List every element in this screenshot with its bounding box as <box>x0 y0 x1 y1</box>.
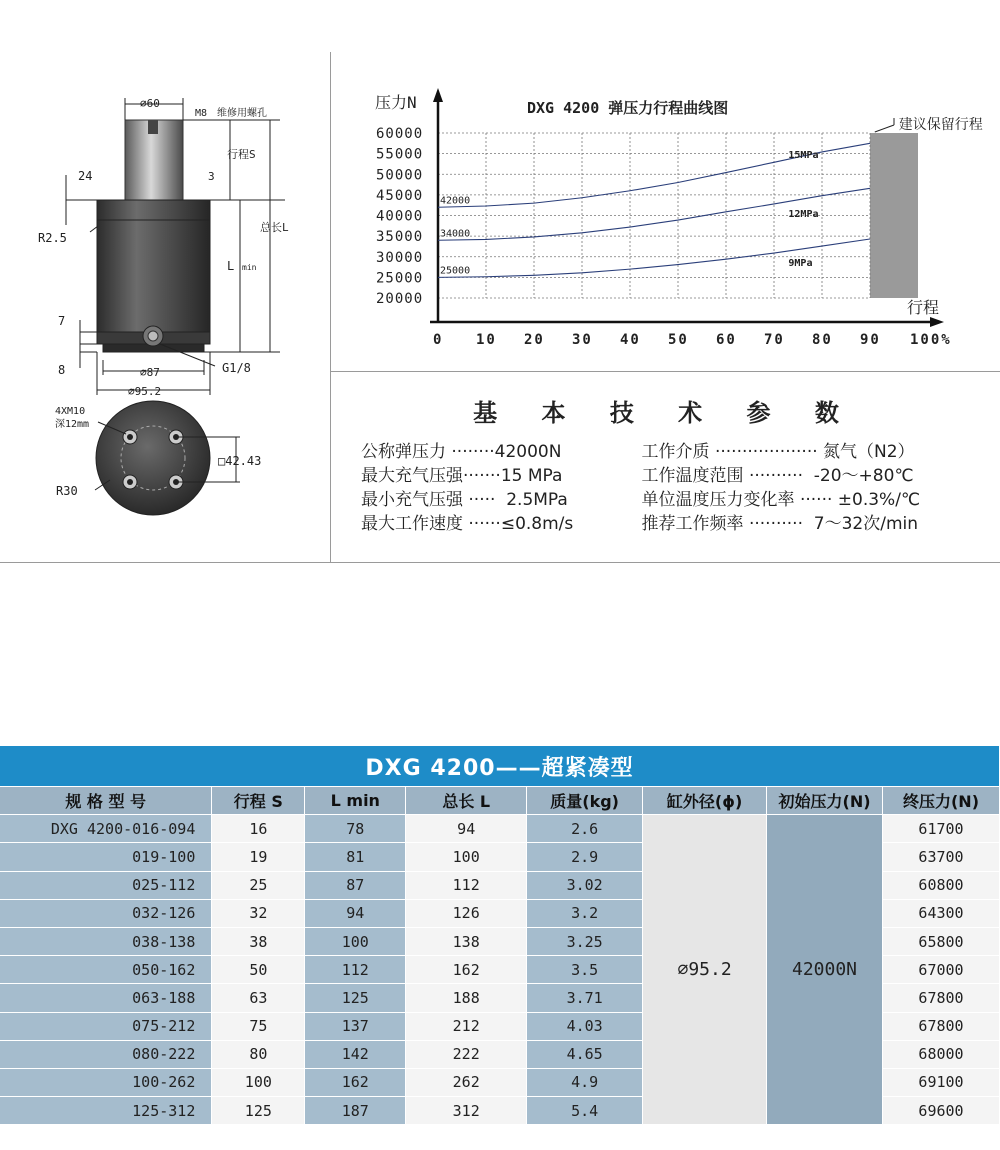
header-stroke: 行程 S <box>212 787 305 815</box>
cell-model: 032-126 <box>0 899 212 927</box>
divider-horizontal <box>330 371 1000 372</box>
y-tick-label: 25000 <box>376 270 424 287</box>
svg-text:行程S: 行程S <box>227 148 256 161</box>
spec-table <box>0 746 1000 1125</box>
cell-end-force: 67800 <box>883 1012 1000 1040</box>
svg-text:深12mm: 深12mm <box>55 419 90 430</box>
cell-model: 025-112 <box>0 871 212 899</box>
cell-weight: 4.9 <box>527 1068 643 1096</box>
reserved-stroke-band <box>870 133 918 298</box>
x-tick-label: 100% <box>910 332 952 348</box>
header-end-force: 终压力(N) <box>883 787 1000 815</box>
x-tick-label: 80 <box>812 332 833 348</box>
svg-text:M8: M8 <box>195 108 208 119</box>
param-row: 最大工作速度 ······≤0.8m/s 推荐工作频率 ·········· 7～32次/min <box>361 514 919 534</box>
cell-stroke: 38 <box>212 927 305 955</box>
reserved-leader <box>875 125 894 132</box>
cylinder-body <box>97 220 210 332</box>
cell-stroke: 100 <box>212 1068 305 1096</box>
gas-spring-drawing <box>0 0 330 560</box>
cell-total: 162 <box>406 956 527 984</box>
param-row: 公称弹压力 ········42000N 工作介质 ··················· 氮气（N2） <box>361 442 915 462</box>
series-name-label: 12MPa <box>788 209 819 220</box>
cell-model: 080-222 <box>0 1040 212 1068</box>
table-title: DXG 4200——超紧凑型 <box>0 746 1000 787</box>
reserved-label: 建议保留行程 <box>898 117 983 133</box>
cell-lmin: 187 <box>305 1097 406 1125</box>
svg-text:R2.5: R2.5 <box>38 231 67 245</box>
cell-model: 063-188 <box>0 984 212 1012</box>
cell-model: 050-162 <box>0 956 212 984</box>
cell-weight: 5.4 <box>527 1097 643 1125</box>
param-row: 最小充气压强 ····· 2.5MPa 单位温度压力变化率 ······ ±0.3%/℃ <box>361 490 921 510</box>
series-start-label: 34000 <box>440 228 471 240</box>
cell-lmin: 125 <box>305 984 406 1012</box>
cell-stroke: 50 <box>212 956 305 984</box>
cell-total: 112 <box>406 871 527 899</box>
y-tick-label: 45000 <box>376 187 424 204</box>
header-weight: 质量(kg) <box>527 787 643 815</box>
table-row <box>0 815 1000 843</box>
cell-lmin: 94 <box>305 899 406 927</box>
svg-text:4XM10: 4XM10 <box>55 406 86 417</box>
cell-model: 075-212 <box>0 1012 212 1040</box>
cell-weight: 2.6 <box>527 815 643 843</box>
cell-cylinder-diameter: ⌀95.2 <box>643 815 767 1125</box>
cell-model: 019-100 <box>0 843 212 871</box>
cell-end-force: 68000 <box>883 1040 1000 1068</box>
y-tick-label: 35000 <box>376 229 424 246</box>
header-model: 规 格 型 号 <box>0 787 212 815</box>
cell-total: 138 <box>406 927 527 955</box>
cell-lmin: 81 <box>305 843 406 871</box>
cell-total: 212 <box>406 1012 527 1040</box>
y-tick-label: 20000 <box>376 291 424 307</box>
cell-total: 94 <box>406 815 527 843</box>
cell-stroke: 63 <box>212 984 305 1012</box>
cell-end-force: 63700 <box>883 843 1000 871</box>
dia-60-label: ⌀60 <box>140 97 160 110</box>
cell-stroke: 16 <box>212 815 305 843</box>
cell-stroke: 32 <box>212 899 305 927</box>
cell-lmin: 100 <box>305 927 406 955</box>
svg-text:24: 24 <box>78 169 93 183</box>
x-tick-label: 20 <box>524 332 545 348</box>
cell-total: 126 <box>406 899 527 927</box>
cell-end-force: 60800 <box>883 871 1000 899</box>
cell-end-force: 67000 <box>883 956 1000 984</box>
x-tick-label: 70 <box>764 332 785 348</box>
cell-total: 222 <box>406 1040 527 1068</box>
cell-weight: 3.5 <box>527 956 643 984</box>
cell-model: DXG 4200-016-094 <box>0 815 212 843</box>
cell-lmin: 137 <box>305 1012 406 1040</box>
m8-hole <box>148 120 158 134</box>
cell-lmin: 78 <box>305 815 406 843</box>
cell-model: 038-138 <box>0 927 212 955</box>
y-tick-label: 30000 <box>376 249 424 266</box>
y-tick-label: 55000 <box>376 146 424 163</box>
y-tick-label: 60000 <box>376 126 424 142</box>
header-total: 总长 L <box>406 787 527 815</box>
cell-end-force: 64300 <box>883 899 1000 927</box>
x-tick-label: 60 <box>716 332 737 348</box>
cell-stroke: 125 <box>212 1097 305 1125</box>
series-name-label: 9MPa <box>788 258 813 269</box>
x-tick-label: 0 <box>433 332 444 348</box>
header-lmin: L min <box>305 787 406 815</box>
cell-end-force: 67800 <box>883 984 1000 1012</box>
svg-text:7: 7 <box>58 314 66 328</box>
header-diameter: 缸外径(ϕ) <box>643 787 767 815</box>
y-axis-label: 压力N <box>375 93 417 112</box>
svg-text:总长L: 总长L <box>260 221 289 234</box>
cell-stroke: 25 <box>212 871 305 899</box>
pressure-stroke-chart <box>330 80 1000 370</box>
cell-stroke: 80 <box>212 1040 305 1068</box>
cell-stroke: 75 <box>212 1012 305 1040</box>
cell-lmin: 112 <box>305 956 406 984</box>
svg-text:R30: R30 <box>56 484 78 498</box>
cell-lmin: 142 <box>305 1040 406 1068</box>
chart-title: DXG 4200 弹压力行程曲线图 <box>527 99 729 117</box>
params-title: 基 本 技 术 参 数 <box>473 399 857 427</box>
y-axis-arrow <box>433 88 443 102</box>
cell-model: 125-312 <box>0 1097 212 1125</box>
y-tick-label: 50000 <box>376 167 424 184</box>
x-tick-label: 40 <box>620 332 641 348</box>
svg-text:G1/8: G1/8 <box>222 361 251 375</box>
param-row: 最大充气压强·······15 MPa 工作温度范围 ·········· -20～+80℃ <box>361 466 914 486</box>
table-header <box>0 787 1000 815</box>
bottom-view <box>96 401 210 515</box>
header-initial-force: 初始压力(N) <box>767 787 883 815</box>
x-tick-label: 90 <box>860 332 881 348</box>
x-axis-arrow <box>930 317 944 327</box>
svg-text:3: 3 <box>208 170 215 183</box>
svg-text:L: L <box>227 259 235 273</box>
cell-total: 188 <box>406 984 527 1012</box>
cell-end-force: 69100 <box>883 1068 1000 1096</box>
cell-total: 312 <box>406 1097 527 1125</box>
cell-end-force: 61700 <box>883 815 1000 843</box>
svg-text:8: 8 <box>58 363 66 377</box>
svg-text:⌀87: ⌀87 <box>140 366 160 379</box>
cell-weight: 3.02 <box>527 871 643 899</box>
x-tick-label: 10 <box>476 332 497 348</box>
series-name-label: 15MPa <box>788 150 819 161</box>
svg-text:min: min <box>242 263 257 272</box>
cell-weight: 3.25 <box>527 927 643 955</box>
svg-text:维修用螺孔: 维修用螺孔 <box>217 108 267 119</box>
x-axis-label: 行程 <box>907 298 940 317</box>
series-start-label: 25000 <box>440 265 471 277</box>
cell-weight: 4.03 <box>527 1012 643 1040</box>
cell-end-force: 65800 <box>883 927 1000 955</box>
divider-bottom <box>0 562 1000 563</box>
cell-weight: 3.71 <box>527 984 643 1012</box>
cell-lmin: 162 <box>305 1068 406 1096</box>
series-start-label: 42000 <box>440 195 471 207</box>
cell-initial-force: 42000N <box>767 815 883 1125</box>
cell-lmin: 87 <box>305 871 406 899</box>
cell-weight: 4.65 <box>527 1040 643 1068</box>
x-tick-label: 50 <box>668 332 689 348</box>
params-list <box>361 440 971 536</box>
x-tick-label: 30 <box>572 332 593 348</box>
cell-total: 262 <box>406 1068 527 1096</box>
cell-weight: 3.2 <box>527 899 643 927</box>
svg-text:⌀95.2: ⌀95.2 <box>128 385 162 398</box>
svg-text:□42.43: □42.43 <box>218 454 262 468</box>
cell-weight: 2.9 <box>527 843 643 871</box>
cell-stroke: 19 <box>212 843 305 871</box>
y-tick-label: 40000 <box>376 208 424 225</box>
cell-model: 100-262 <box>0 1068 212 1096</box>
cell-total: 100 <box>406 843 527 871</box>
cell-end-force: 69600 <box>883 1097 1000 1125</box>
